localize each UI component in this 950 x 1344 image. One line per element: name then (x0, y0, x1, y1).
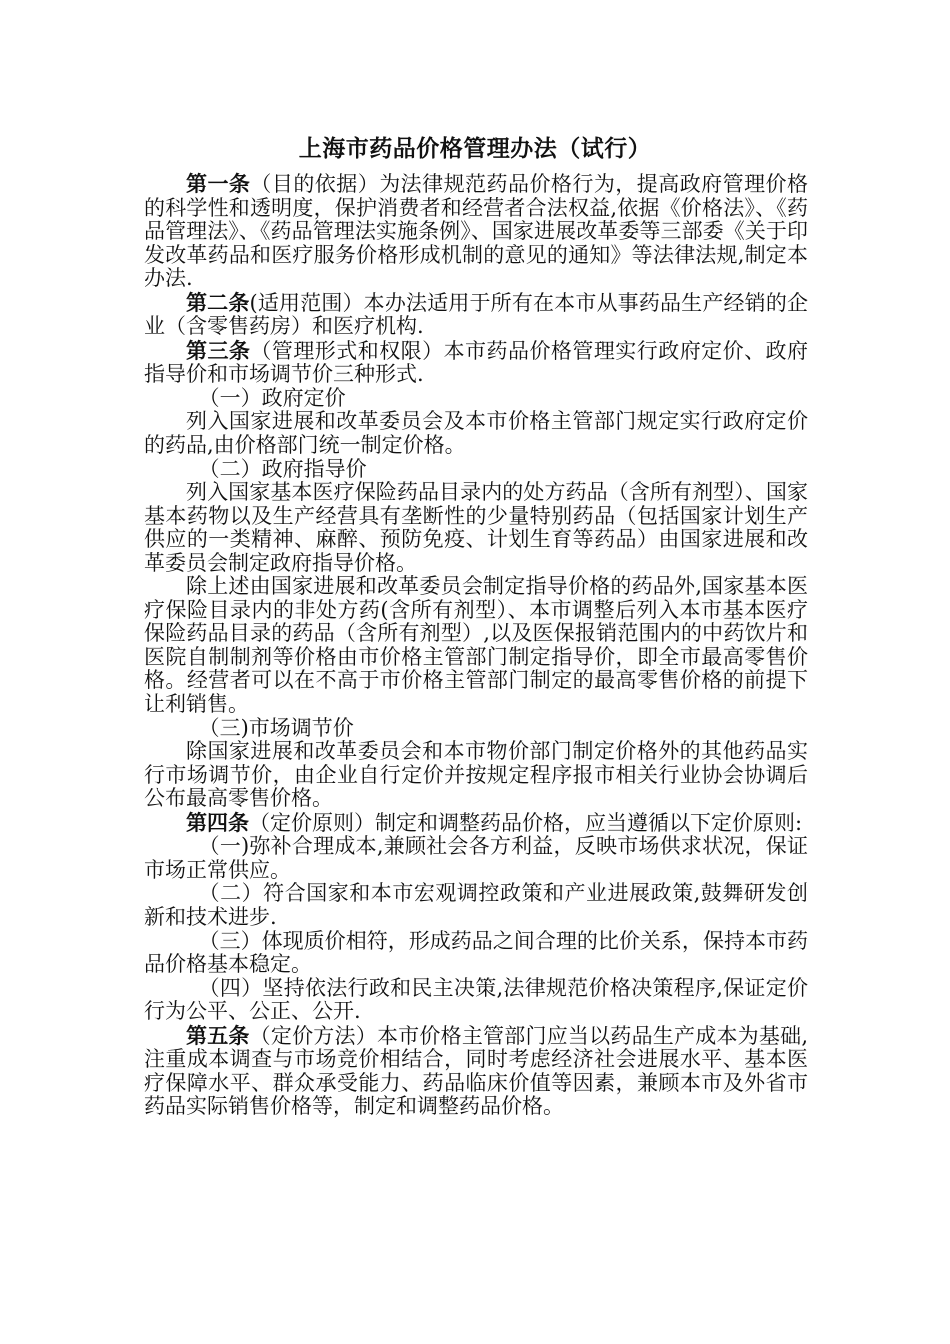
article-text: （定价原则）制定和调整药品价格，应当遵循以下定价原则: (249, 810, 803, 835)
document-title: 上海市药品价格管理办法（试行） (298, 135, 652, 162)
article-heading: 第三条 (186, 337, 251, 363)
article-4 (144, 811, 808, 836)
article-text: （定价方法）本市价格主管部门应当以药品生产成本为基础,注重成本调查与市场竞价相结合，同时考虑经济社会进展水平、基本医疗保障水平、群众承受能力、药品临床价值等因素，兼顾本市及外省市药品实际销售价格等，制定和调整药品价格。 (144, 1023, 808, 1119)
list-item: （三）体现质价相符，形成药品之间合理的比价关系，保持本市药品价格基本稳定。 (144, 928, 808, 977)
article-3 (144, 339, 808, 387)
subsection-heading: （三)市场调节价 (198, 715, 354, 740)
paragraph: 列入国家基本医疗保险药品目录内的处方药品（含所有剂型）、国家基本药物以及生产经营具有垄断性的少量特别药品（包括国家计划生产供应的一类精神、麻醉、预防免疫、计划生育等药品）由国家进展和改革委员会制定政府指导价格。 (144, 480, 808, 575)
article-5 (144, 1024, 808, 1119)
article-text: （目的依据）为法律规范药品价格行为，提高政府管理价格的科学性和透明度，保护消费者和经营者合法权益,依据《价格法》、《药品管理法》、《药品管理法实施条例》、国家进展改革委等三部委《关于印发改革药品和医疗服务价格形成机制的意见的通知》等法律法规,制定本办法. (144, 172, 809, 291)
article-text: （管理形式和权限）本市药品价格管理实行政府定价、政府指导价和市场调节价三种形式. (144, 338, 809, 387)
article-heading: 第四条 (186, 809, 249, 835)
subsection-heading: （一）政府定价 (198, 385, 346, 410)
article-heading: 第二条 (186, 289, 250, 315)
article-1 (144, 172, 808, 291)
paragraph: 除上述由国家进展和改革委员会制定指导价格的药品外,国家基本医疗保险目录内的非处方药(含所有剂型）、本市调整后列入本市基本医疗保险药品目录的药品（含所有剂型）,以及医保报销范围内的中药饮片和医院自制制剂等价格由市价格主管部门制定指导价，即全市最高零售价格。经营者可以在不高于市价格主管部门制定的最高零售价格的前提下让利销售。 (144, 574, 808, 717)
paragraph: 除国家进展和改革委员会和本市物价部门制定价格外的其他药品实行市场调节价，由企业自行定价并按规定程序报市相关行业协会协调后公布最高零售价格。 (144, 739, 808, 811)
subsection-heading: （二）政府指导价 (198, 456, 367, 481)
list-item: （二）符合国家和本市宏观调控政策和产业进展政策,鼓舞研发创新和技术进步. (144, 881, 808, 929)
document-body (144, 172, 808, 1119)
article-heading: 第五条 (186, 1022, 250, 1048)
list-item: （一)弥补合理成本,兼顾社会各方利益，反映市场供求状况，保证市场正常供应。 (144, 834, 808, 882)
article-2 (144, 291, 808, 339)
list-item: （四）坚持依法行政和民主决策,法律规范价格决策程序,保证定价行为公平、公正、公开. (144, 975, 808, 1024)
article-heading: 第一条 (186, 171, 251, 196)
paragraph: 列入国家进展和改革委员会及本市价格主管部门规定实行政府定价的药品,由价格部门统一制定价格。 (144, 409, 808, 458)
article-text: (适用范围）本办法适用于所有在本市从事药品生产经销的企业（含零售药房）和医疗机构. (144, 290, 808, 339)
